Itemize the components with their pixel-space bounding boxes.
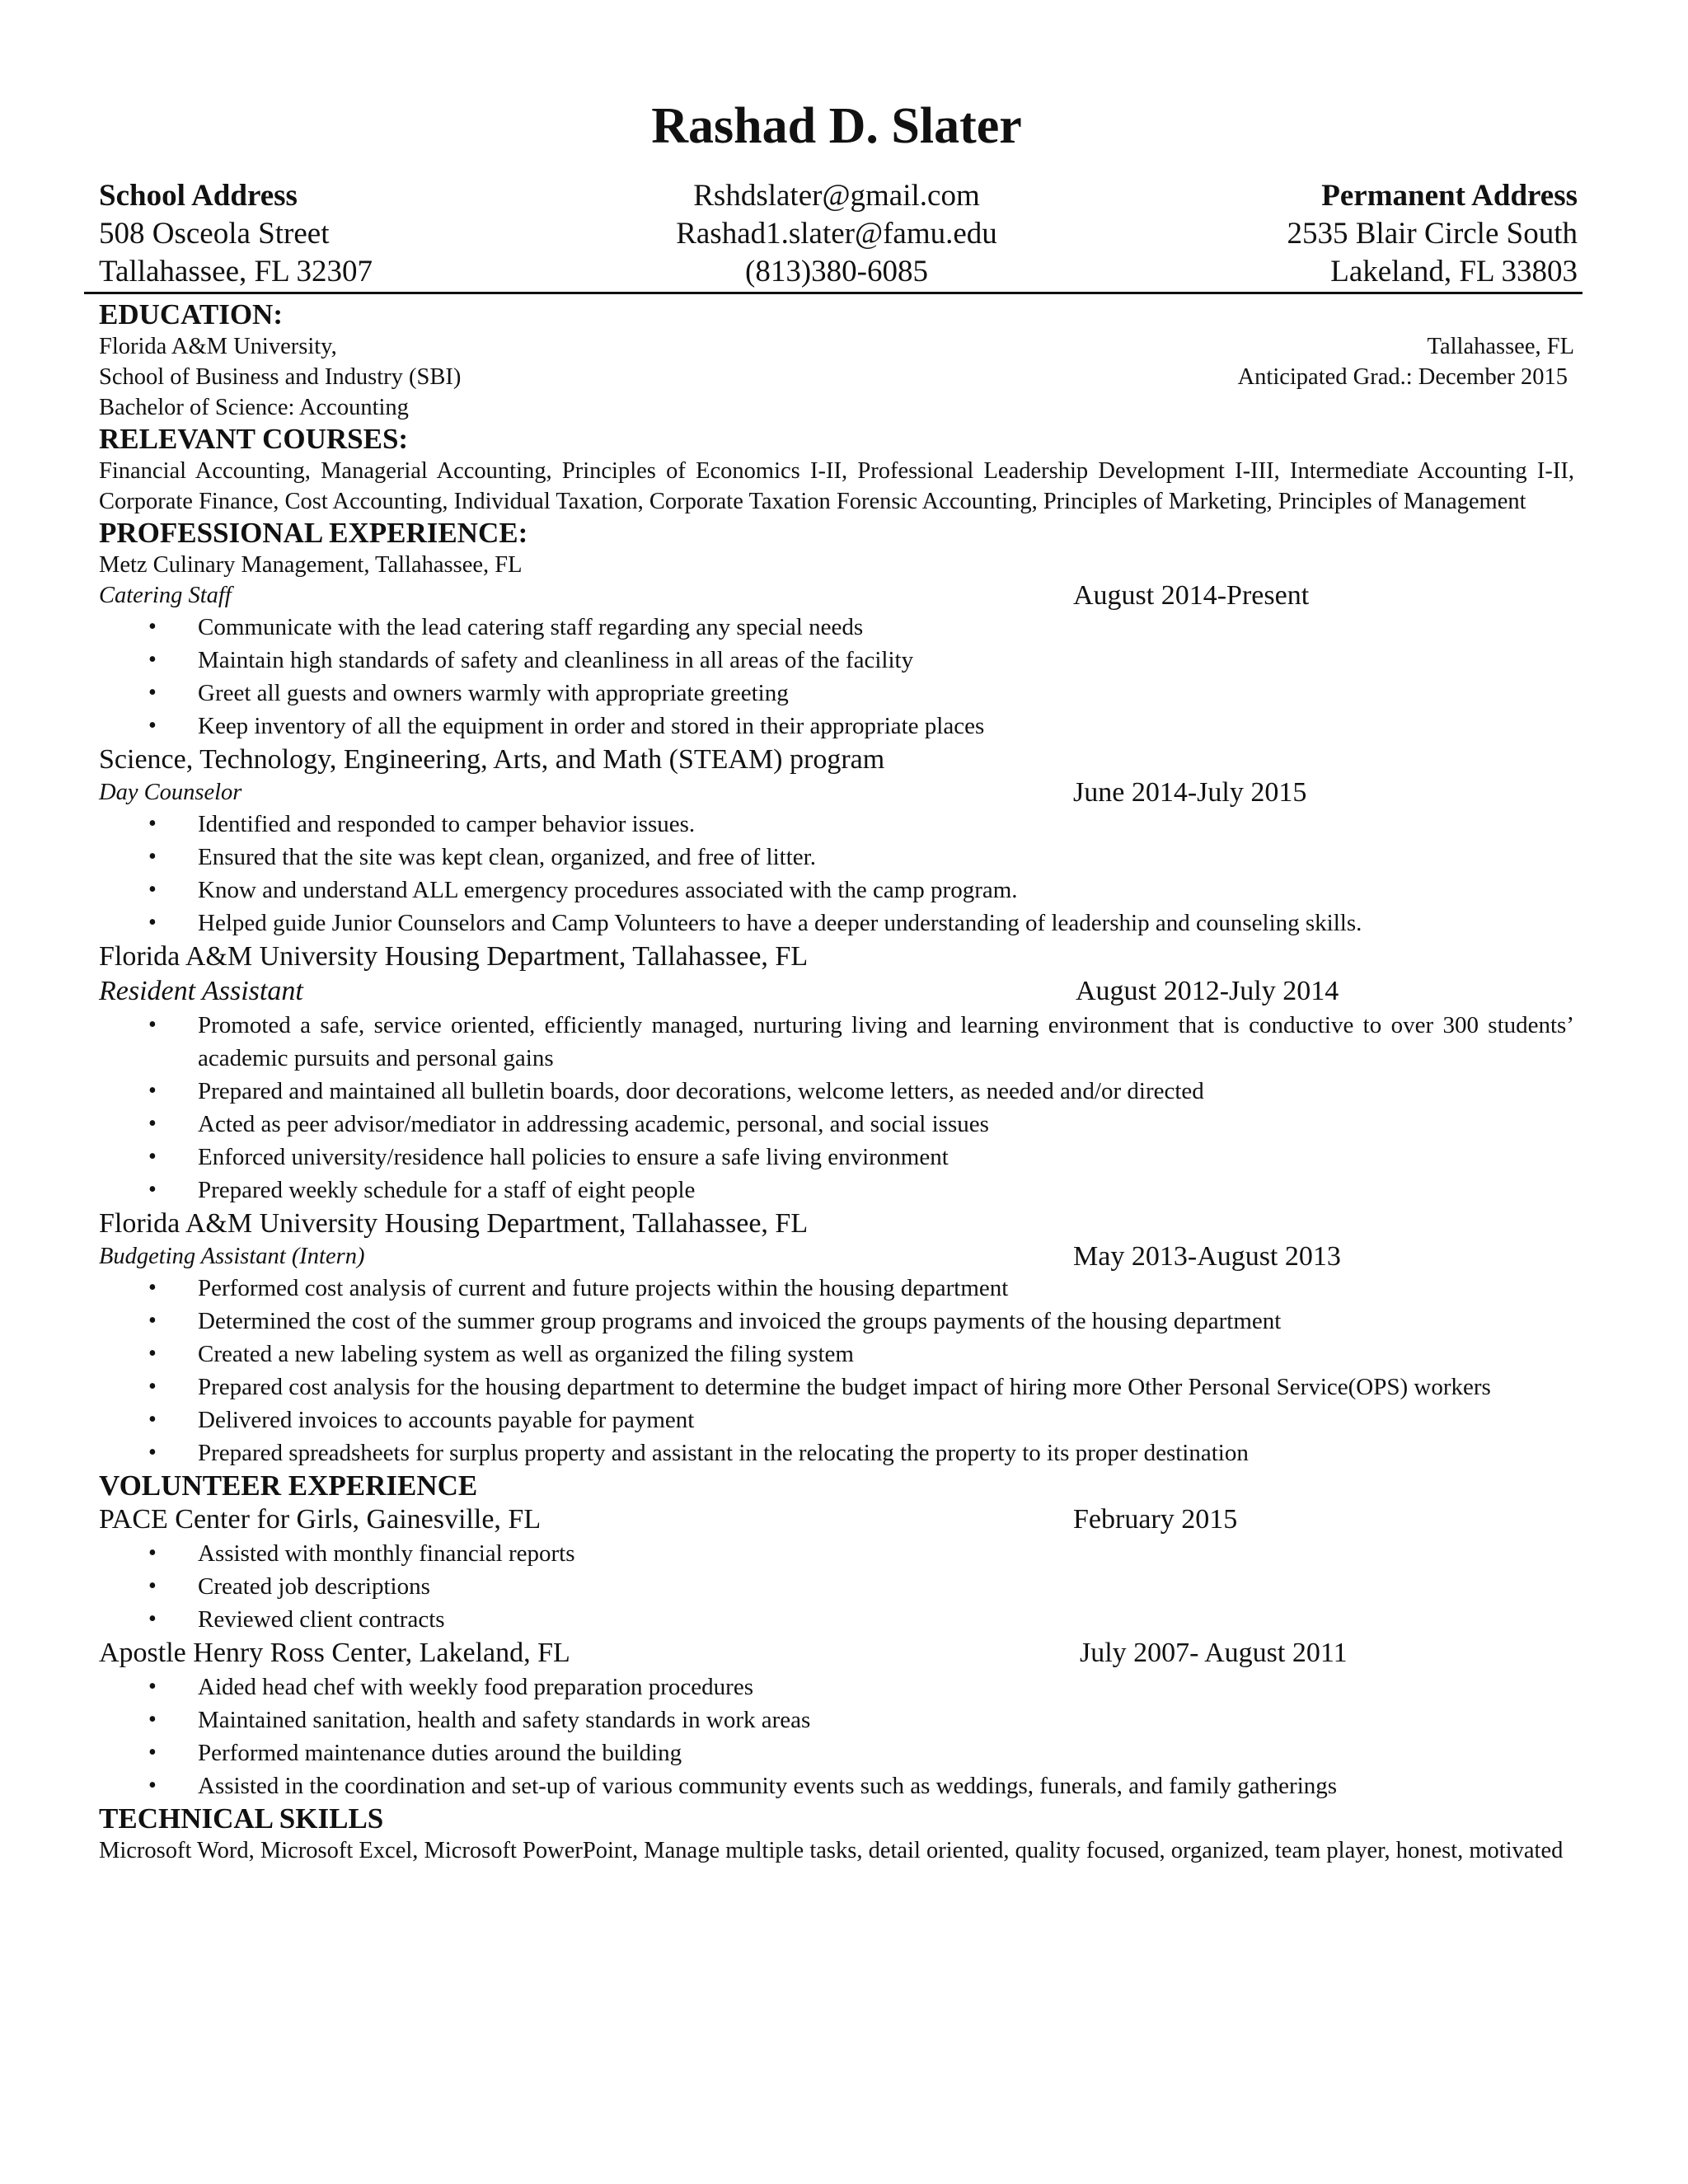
bullet-icon: •: [148, 1308, 157, 1333]
phone-number: (813)380-6085: [745, 255, 928, 288]
job-dates: August 2012-July 2014: [1076, 976, 1339, 1006]
bullet-icon: •: [148, 1606, 157, 1632]
list-item: • Maintained sanitation, health and safety standards in work areas: [99, 1704, 1574, 1736]
list-item: • Performed maintenance duties around the building: [99, 1736, 1574, 1769]
bullet-icon: •: [148, 1012, 157, 1038]
job-bullets: [99, 808, 1574, 940]
job-bullets: [99, 1272, 1574, 1469]
header-divider: [84, 292, 1582, 294]
resume-content: [99, 298, 1574, 1866]
bullet-icon: •: [148, 680, 157, 705]
bullet-icon: •: [148, 1773, 157, 1798]
list-item: • Maintain high standards of safety and cleanliness in all areas of the facility: [99, 644, 1574, 677]
education-heading: EDUCATION:: [99, 298, 283, 330]
bullet-icon: •: [148, 647, 157, 673]
bullet-icon: •: [148, 877, 157, 902]
list-item: • Greet all guests and owners warmly with appropriate greeting: [99, 677, 1574, 710]
bullet-icon: •: [148, 1144, 157, 1169]
bullet-icon: •: [148, 844, 157, 869]
education-degree: Bachelor of Science: Accounting: [99, 395, 409, 420]
education-row-2: [99, 362, 1574, 392]
resume-name: Rashad D. Slater: [651, 98, 1022, 154]
contact-row-2: [99, 216, 1578, 254]
list-item: • Enforced university/residence hall policies to ensure a safe living environment: [99, 1141, 1574, 1174]
bullet-icon: •: [148, 1407, 157, 1432]
bullet-icon: •: [148, 1341, 157, 1366]
job-metz: [99, 550, 1574, 743]
list-item: • Prepared cost analysis for the housing department to determine the budget impact of hiring more Other Personal Service(OPS) workers: [99, 1371, 1574, 1404]
job-org: Metz Culinary Management, Tallahassee, FL: [99, 552, 523, 578]
list-item: • Ensured that the site was kept clean, organized, and free of litter.: [99, 841, 1574, 874]
permanent-street: 2535 Blair Circle South: [1287, 217, 1578, 251]
education-location: Tallahassee, FL: [1427, 334, 1574, 359]
list-item: • Prepared weekly schedule for a staff of eight people: [99, 1174, 1574, 1207]
volunteer-dates: July 2007- August 2011: [1080, 1638, 1348, 1668]
school-city: Tallahassee, FL 32307: [99, 255, 373, 288]
education-row-1: [99, 331, 1574, 362]
education-school: Florida A&M University,: [99, 334, 337, 359]
bullet-icon: •: [148, 713, 157, 738]
job-title-row: [99, 580, 1574, 611]
bullet-icon: •: [148, 811, 157, 837]
school-address-heading: School Address: [99, 179, 298, 213]
skills-heading: TECHNICAL SKILLS: [99, 1802, 384, 1835]
courses-list: Financial Accounting, Managerial Accounting, Principles of Economics I-II, Professional Leadership Development I-III, Intermediate Accounting I-II, Corporate Finance, Cost Accounting, Individual Taxation, Corporate Taxation Forensic Accounting, Principles of Marketing, Principles of Management: [99, 458, 1574, 514]
education-grad-date: Anticipated Grad.: December 2015: [1237, 364, 1568, 390]
list-item: • Communicate with the lead catering staff regarding any special needs: [99, 611, 1574, 644]
job-title-row: [99, 777, 1574, 808]
volunteer-bullets: [99, 1671, 1574, 1802]
bullet-icon: •: [148, 1374, 157, 1399]
volunteer-dates: February 2015: [1073, 1504, 1238, 1535]
job-org: Florida A&M University Housing Department, Tallahassee, FL: [99, 1208, 809, 1239]
email-primary: Rshdslater@gmail.com: [693, 179, 980, 213]
list-item: • Prepared and maintained all bulletin boards, door decorations, welcome letters, as needed and/or directed: [99, 1075, 1574, 1108]
volunteer-ross-center: [99, 1636, 1574, 1802]
job-steam: [99, 743, 1574, 940]
contact-row-1: [99, 178, 1578, 216]
bullet-icon: •: [148, 910, 157, 935]
courses-heading: RELEVANT COURSES:: [99, 423, 409, 455]
bullet-icon: •: [148, 614, 157, 640]
volunteer-org-row: [99, 1502, 1574, 1537]
bullet-icon: •: [148, 1177, 157, 1202]
job-bullets: [99, 1009, 1574, 1207]
list-item: • Aided head chef with weekly food preparation procedures: [99, 1671, 1574, 1704]
skills-list: Microsoft Word, Microsoft Excel, Microsoft PowerPoint, Manage multiple tasks, detail oriented, quality focused, organized, team player, honest, motivated: [99, 1838, 1564, 1863]
list-item: • Assisted in the coordination and set-up of various community events such as weddings, funerals, and family gatherings: [99, 1769, 1574, 1802]
volunteer-pace: [99, 1502, 1574, 1636]
list-item: • Know and understand ALL emergency procedures associated with the camp program.: [99, 874, 1574, 907]
job-role: Budgeting Assistant (Intern): [99, 1244, 365, 1269]
list-item: • Prepared spreadsheets for surplus property and assistant in the relocating the property to its proper destination: [99, 1436, 1574, 1469]
job-title-row: [99, 974, 1574, 1009]
list-item: • Helped guide Junior Counselors and Camp Volunteers to have a deeper understanding of leadership and counseling skills.: [99, 907, 1574, 940]
list-item: • Created job descriptions: [99, 1570, 1574, 1603]
permanent-address-heading: Permanent Address: [1321, 179, 1578, 213]
volunteer-heading: VOLUNTEER EXPERIENCE: [99, 1469, 478, 1502]
job-title-row: [99, 1241, 1574, 1272]
bullet-icon: •: [148, 1674, 157, 1699]
bullet-icon: •: [148, 1275, 157, 1301]
bullet-icon: •: [148, 1078, 157, 1104]
list-item: • Delivered invoices to accounts payable for payment: [99, 1404, 1574, 1436]
job-dates: June 2014-July 2015: [1073, 777, 1307, 808]
volunteer-org: Apostle Henry Ross Center, Lakeland, FL: [99, 1638, 570, 1668]
education-college: School of Business and Industry (SBI): [99, 364, 462, 390]
list-item: • Keep inventory of all the equipment in order and stored in their appropriate places: [99, 710, 1574, 743]
volunteer-org: PACE Center for Girls, Gainesville, FL: [99, 1504, 542, 1535]
bullet-icon: •: [148, 1707, 157, 1732]
bullet-icon: •: [148, 1111, 157, 1137]
job-role: Catering Staff: [99, 583, 232, 608]
job-dates: August 2014-Present: [1073, 580, 1310, 611]
job-bullets: [99, 611, 1574, 743]
bullet-icon: •: [148, 1740, 157, 1765]
list-item: • Performed cost analysis of current and future projects within the housing department: [99, 1272, 1574, 1305]
list-item: • Acted as peer advisor/mediator in addressing academic, personal, and social issues: [99, 1108, 1574, 1141]
bullet-icon: •: [148, 1540, 157, 1566]
list-item: • Assisted with monthly financial reports: [99, 1537, 1574, 1570]
job-role: Day Counselor: [99, 780, 242, 805]
volunteer-bullets: [99, 1537, 1574, 1636]
contact-row-3: [99, 254, 1578, 292]
bullet-icon: •: [148, 1573, 157, 1599]
list-item: • Identified and responded to camper behavior issues.: [99, 808, 1574, 841]
job-dates: May 2013-August 2013: [1073, 1241, 1341, 1272]
list-item: • Determined the cost of the summer group programs and invoiced the groups payments of the housing department: [99, 1305, 1574, 1338]
job-resident-assistant: [99, 940, 1574, 1207]
experience-heading: PROFESSIONAL EXPERIENCE:: [99, 517, 528, 549]
bullet-icon: •: [148, 1440, 157, 1465]
permanent-city: Lakeland, FL 33803: [1330, 255, 1578, 288]
list-item: • Created a new labeling system as well as organized the filing system: [99, 1338, 1574, 1371]
job-role: Resident Assistant: [99, 976, 303, 1006]
job-org: Science, Technology, Engineering, Arts, and Math (STEAM) program: [99, 744, 885, 775]
school-street: 508 Osceola Street: [99, 217, 330, 251]
volunteer-org-row: [99, 1636, 1574, 1671]
list-item: • Reviewed client contracts: [99, 1603, 1574, 1636]
list-item: • Promoted a safe, service oriented, efficiently managed, nurturing living and learning environment that is conductive to over 300 students’ academic pursuits and personal gains: [99, 1009, 1574, 1075]
job-budgeting-assistant: [99, 1207, 1574, 1469]
email-secondary: Rashad1.slater@famu.edu: [676, 217, 997, 251]
job-org: Florida A&M University Housing Department, Tallahassee, FL: [99, 941, 809, 972]
